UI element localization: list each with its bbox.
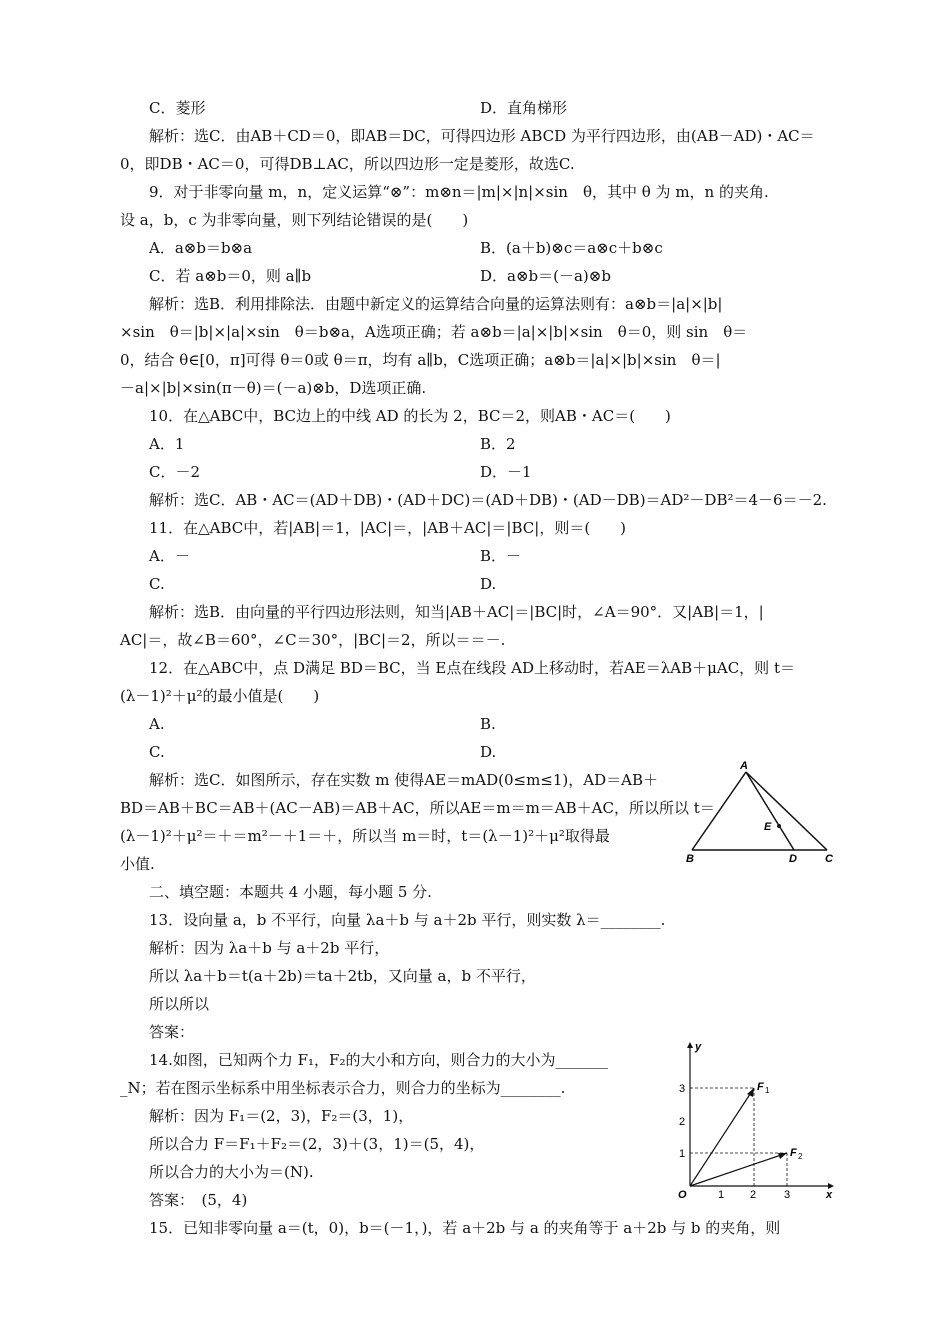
option-c-q8: C．菱形 <box>149 99 206 117</box>
x-tick-1: 1 <box>718 1189 725 1200</box>
option-c-q9: C．若 a⊗b＝0，则 a∥b <box>149 267 312 285</box>
solution-q12-line3: (λ－1)²＋μ²＝＋＝m²－＋1＝＋，所以当 m＝时，t＝(λ－1)²＋μ²取得最 <box>120 827 610 845</box>
f1-label: F <box>757 1081 764 1093</box>
option-b-q11: B．－ <box>480 547 522 565</box>
y-tick-1: 1 <box>679 1148 686 1160</box>
question-15-line1: 15．已知非零向量 a＝(t，0)，b＝(－1，)，若 a＋2b 与 a 的夹角等于 a＋2b 与 b 的夹角，则 <box>149 1219 781 1237</box>
vector-f2-arrowhead <box>778 1153 787 1159</box>
option-c-q12: C. <box>149 743 165 761</box>
question-12-line1: 12．在△ABC中，点 D满足 BD＝BC，当 E点在线段 AD上移动时，若AE＝λAB＋μAC，则 t＝ <box>149 659 795 677</box>
vector-f1 <box>690 1088 754 1186</box>
solution-q14-line3: 所以合力的大小为＝(N). <box>149 1163 314 1181</box>
solution-q11-line2: AC|＝，故∠B＝60°，∠C＝30°，|BC|＝2，所以＝＝－. <box>120 631 506 649</box>
option-a-q11: A．－ <box>149 547 190 565</box>
f1-subscript: 1 <box>765 1086 770 1095</box>
solution-q8-line2: 0，即DB・AC＝0，可得DB⊥AC，所以四边形一定是菱形，故选C. <box>120 155 575 173</box>
label-a: A <box>740 760 748 772</box>
solution-q12-line4: 小值. <box>120 855 155 873</box>
vector-f2 <box>690 1153 787 1186</box>
option-c-q10: C．－2 <box>149 463 201 481</box>
question-10: 10．在△ABC中，BC边上的中线 AD 的长为 2，BC＝2，则AB・AC＝( ) <box>149 407 671 425</box>
answer-q14: 答案： (5，4) <box>149 1191 248 1209</box>
x-tick-2: 2 <box>750 1189 757 1200</box>
question-14-line1: 14.如图，已知两个力 F₁，F₂的大小和方向，则合力的大小为_______ <box>149 1051 608 1069</box>
solution-q9-line2: ×sin θ＝|b|×|a|×sin θ＝b⊗a，A选项正确；若 a⊗b＝|a|×|b|×sin θ＝0，则 sin θ＝ <box>120 323 748 341</box>
option-b-q9: B．(a＋b)⊗c＝a⊗c＋b⊗c <box>480 239 663 257</box>
f2-label: F <box>790 1147 797 1159</box>
origin-label: O <box>678 1189 687 1200</box>
option-a-q12: A. <box>149 715 165 733</box>
solution-q8-line1: 解析：选C．由AB＋CD＝0，即AB＝DC，可得四边形 ABCD 为平行四边形，由(AB－AD)・AC＝ <box>149 127 815 145</box>
force-figure <box>676 1036 840 1200</box>
option-d-q12: D. <box>480 743 497 761</box>
axis-label-y: y <box>695 1041 702 1053</box>
solution-q12-line1: 解析：选C．如图所示，存在实数 m 使得AE＝mAD(0≤m≤1)，AD＝AB＋ <box>149 771 658 789</box>
option-d-q9: D．a⊗b＝(－a)⊗b <box>480 267 611 285</box>
question-11: 11．在△ABC中，若|AB|＝1，|AC|＝，|AB＋AC|＝|BC|，则＝( ) <box>149 519 627 537</box>
option-b-q12: B. <box>480 715 496 733</box>
option-a-q9: A．a⊗b＝b⊗a <box>149 239 253 257</box>
option-a-q10: A．1 <box>149 435 185 453</box>
y-axis-arrow <box>687 1042 693 1048</box>
option-b-q10: B．2 <box>480 435 516 453</box>
solution-q13-line3: 所以所以 <box>149 995 210 1013</box>
point-e <box>777 824 781 828</box>
answer-q13: 答案： <box>149 1023 195 1041</box>
x-tick-3: 3 <box>784 1189 791 1200</box>
label-c: C <box>825 853 833 865</box>
y-tick-3: 3 <box>679 1083 686 1095</box>
f2-subscript: 2 <box>798 1152 803 1161</box>
label-d: D <box>789 853 797 865</box>
triangle-figure <box>682 760 842 865</box>
solution-q14-line1: 解析：因为 F₁＝(2，3)，F₂＝(3，1)， <box>149 1107 414 1125</box>
option-c-q11: C. <box>149 575 165 593</box>
question-9-line2: 设 a，b，c 为非零向量，则下列结论错误的是( ) <box>120 211 469 229</box>
section-heading-fill-in: 二、填空题：本题共 4 小题，每小题 5 分. <box>149 883 432 901</box>
solution-q9-line1: 解析：选B．利用排除法．由题中新定义的运算结合向量的运算法则有：a⊗b＝|a|×|b| <box>149 295 723 313</box>
solution-q9-line3: 0，结合 θ∈[0，π]可得 θ＝0或 θ＝π，均有 a∥b，C选项正确；a⊗b＝|a|×|b|×sin θ＝| <box>120 351 721 369</box>
solution-q12-line2: BD＝AB＋BC＝AB＋(AC－AB)＝AB＋AC，所以AE＝m＝m＝AB＋AC，所以所以 t＝ <box>120 799 715 817</box>
side-ab <box>692 772 746 850</box>
axis-label-x: x <box>826 1189 833 1200</box>
option-d-q8: D．直角梯形 <box>480 99 568 117</box>
option-d-q11: D. <box>480 575 497 593</box>
solution-q10: 解析：选C．AB・AC＝(AD＋DB)・(AD＋DC)＝(AD＋DB)・(AD－DB)＝AD²－DB²＝4－6＝－2. <box>149 491 827 509</box>
option-d-q10: D．－1 <box>480 463 532 481</box>
y-tick-2: 2 <box>679 1116 686 1128</box>
question-14-line2: _N；若在图示坐标系中用坐标表示合力，则合力的坐标为________. <box>120 1079 566 1097</box>
question-12-line2: (λ－1)²＋μ²的最小值是( ) <box>120 687 320 705</box>
label-b: B <box>686 853 694 865</box>
question-9-line1: 9．对于非零向量 m，n，定义运算“⊗”：m⊗n＝|m|×|n|×sin θ，其中 θ 为 m，n 的夹角. <box>149 183 769 201</box>
solution-q9-line4: －a|×|b|×sin(π－θ)＝(－a)⊗b，D选项正确. <box>120 379 427 397</box>
vector-f1-arrowhead <box>747 1088 754 1097</box>
solution-q13-line2: 所以 λa＋b＝t(a＋2b)＝ta＋2tb，又向量 a，b 不平行， <box>149 967 536 985</box>
solution-q14-line2: 所以合力 F＝F₁＋F₂＝(2，3)＋(3，1)＝(5，4)， <box>149 1135 485 1153</box>
question-13: 13．设向量 a，b 不平行，向量 λa＋b 与 a＋2b 平行，则实数 λ＝________. <box>149 911 666 929</box>
solution-q13-line1: 解析：因为 λa＋b 与 a＋2b 平行， <box>149 939 390 957</box>
label-e: E <box>764 821 772 833</box>
solution-q11-line1: 解析：选B．由向量的平行四边形法则，知当|AB＋AC|＝|BC|时，∠A＝90°．又|AB|＝1，| <box>149 603 764 621</box>
